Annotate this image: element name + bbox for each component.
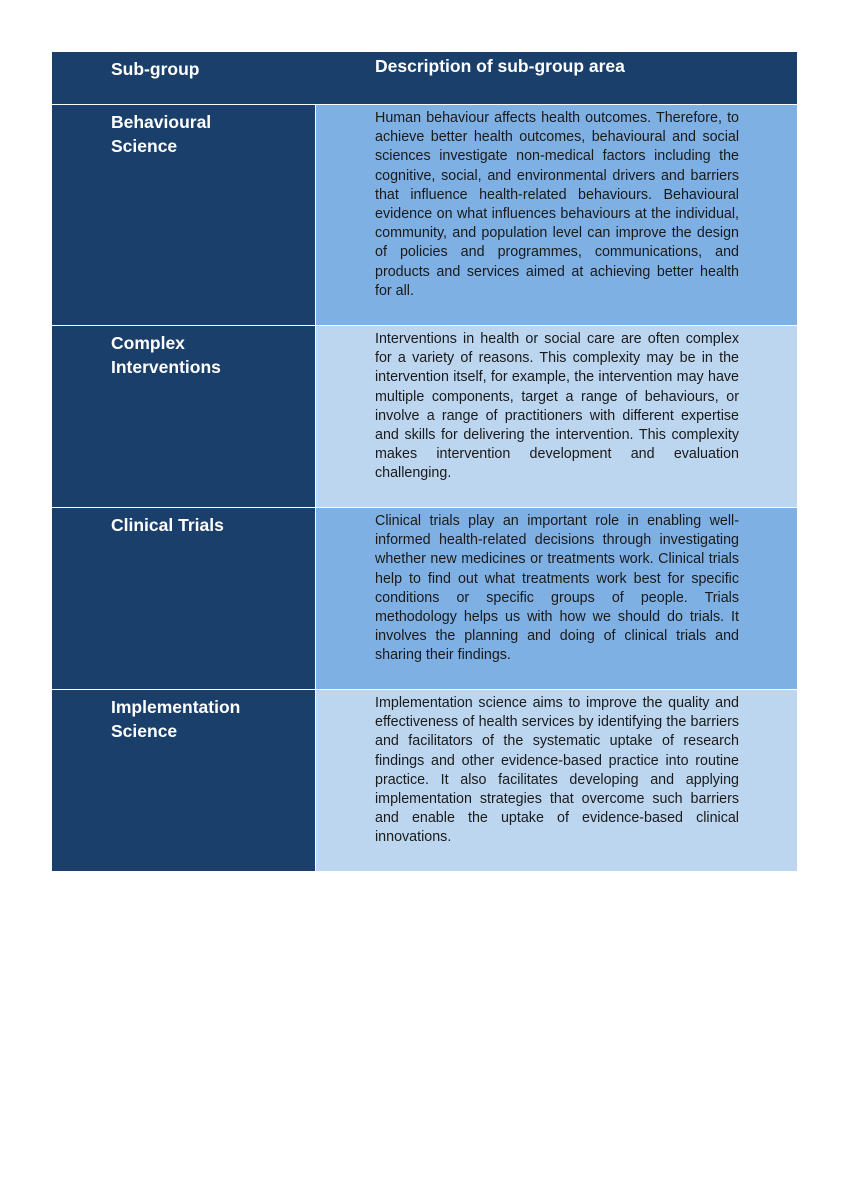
subgroup-name: [52, 690, 315, 871]
subgroup-name-line: Behavioural: [111, 112, 212, 132]
table-header-row: [52, 52, 797, 104]
subgroup-name-line: Complex: [111, 333, 185, 353]
subgroup-table: [52, 52, 797, 871]
subgroup-description: Clinical trials play an important role in enabling well-informed health-related decisions through investigating whether new medicines or treatments work. Clinical trials help to find out what treatments work best for specific conditions or specific groups of people. Trials methodology helps us with how we should do trials. It involves the planning and doing of clinical trials and sharing their findings.: [315, 508, 797, 689]
subgroup-name-line: Science: [111, 721, 178, 741]
subgroup-name: [52, 105, 315, 325]
subgroup-description: Human behaviour affects health outcomes. Therefore, to achieve better health outcomes, behavioural and social sciences investigate non-medical factors including the cognitive, social, and environmental drivers and barriers that influence health-related behaviours. Behavioural evidence on what influences behaviours at the individual, community, and population level can improve the design of policies and programmes, communications, and products and services aimed at achieving better health for all.: [315, 105, 797, 325]
subgroup-name-line: Clinical Trials: [111, 515, 224, 535]
subgroup-name-line: Science: [111, 136, 178, 156]
subgroup-name: [52, 326, 315, 507]
table-row: [52, 507, 797, 689]
table-row: [52, 689, 797, 871]
table-row: [52, 104, 797, 325]
header-subgroup: Sub-group: [52, 52, 315, 104]
subgroup-name: [52, 508, 315, 689]
subgroup-name-line: Implementation: [111, 697, 241, 717]
table-row: [52, 325, 797, 507]
header-description: Description of sub-group area: [315, 52, 797, 104]
subgroup-name-line: Interventions: [111, 357, 221, 377]
subgroup-description: Implementation science aims to improve the quality and effectiveness of health services by identifying the barriers and facilitators of the systematic uptake of research findings and other evidence-based practice into routine practice. It also facilitates developing and applying implementation strategies that overcome such barriers and enable the uptake of evidence-based clinical innovations.: [315, 690, 797, 871]
subgroup-description: Interventions in health or social care are often complex for a variety of reasons. This complexity may be in the intervention itself, for example, the intervention may have multiple components, target a range of behaviours, or involve a range of practitioners with different expertise and skills for delivering the intervention. This complexity makes intervention development and evaluation challenging.: [315, 326, 797, 507]
